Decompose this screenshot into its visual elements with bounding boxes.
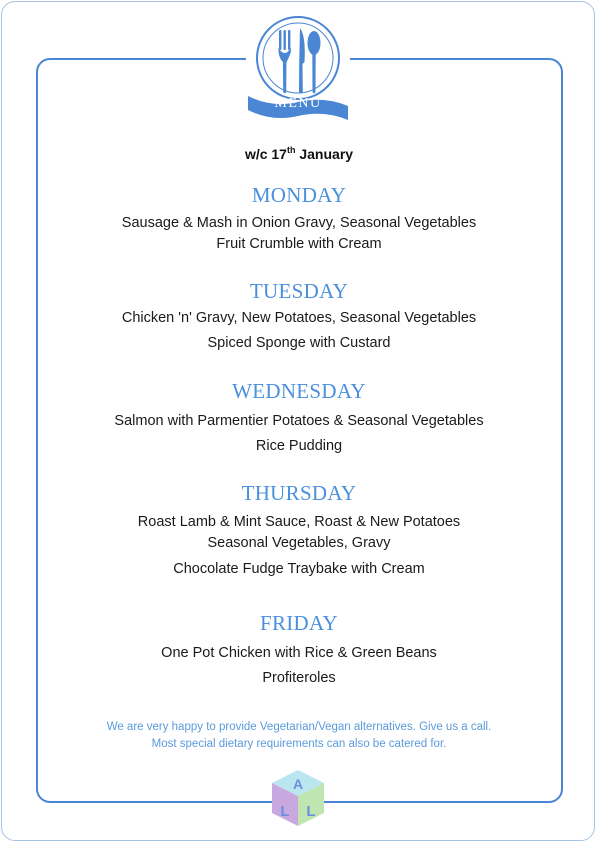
- dietary-note-line2: Most special dietary requirements can also be catered for.: [151, 738, 447, 750]
- day-heading-wednesday: WEDNESDAY: [232, 379, 366, 403]
- dish-friday-dessert: Profiteroles: [262, 670, 336, 686]
- week-commencing: [0, 146, 598, 162]
- cube-letter-left: L: [280, 803, 290, 820]
- dish-tuesday-main: Chicken 'n' Gravy, New Potatoes, Seasonal Vegetables: [121, 310, 477, 326]
- cube-letter-right: L: [306, 803, 316, 820]
- all-cube-logo: [268, 768, 328, 828]
- menu-badge-label: MENU: [274, 96, 322, 111]
- dish-friday-main: One Pot Chicken with Rice & Green Beans: [161, 645, 437, 661]
- dish-thursday-sides: Seasonal Vegetables, Gravy: [207, 535, 391, 551]
- dietary-note-line1: We are very happy to provide Vegetarian/Vegan alternatives. Give us a call.: [106, 721, 492, 733]
- dish-thursday-main: Roast Lamb & Mint Sauce, Roast & New Potatoes: [137, 514, 461, 530]
- dish-tuesday-dessert: Spiced Sponge with Custard: [207, 335, 391, 351]
- dish-monday-dessert: Fruit Crumble with Cream: [216, 236, 382, 252]
- menu-logo: [246, 10, 350, 122]
- day-heading-thursday: THURSDAY: [241, 481, 357, 505]
- cube-letter-top: A: [292, 776, 304, 792]
- day-heading-friday: FRIDAY: [259, 611, 339, 635]
- dish-wednesday-dessert: Rice Pudding: [255, 438, 343, 454]
- week-prefix: w/c 17: [244, 146, 287, 162]
- day-heading-tuesday: TUESDAY: [249, 279, 349, 303]
- cube-logo-icon: [268, 768, 328, 828]
- dish-thursday-dessert: Chocolate Fudge Traybake with Cream: [173, 561, 425, 577]
- dish-monday-main: Sausage & Mash in Onion Gravy, Seasonal Vegetables: [121, 215, 477, 231]
- week-ordinal: th: [286, 145, 296, 155]
- dish-wednesday-main: Salmon with Parmentier Potatoes & Seasonal Vegetables: [114, 413, 484, 429]
- week-month: January: [295, 146, 354, 162]
- day-heading-monday: MONDAY: [251, 183, 347, 207]
